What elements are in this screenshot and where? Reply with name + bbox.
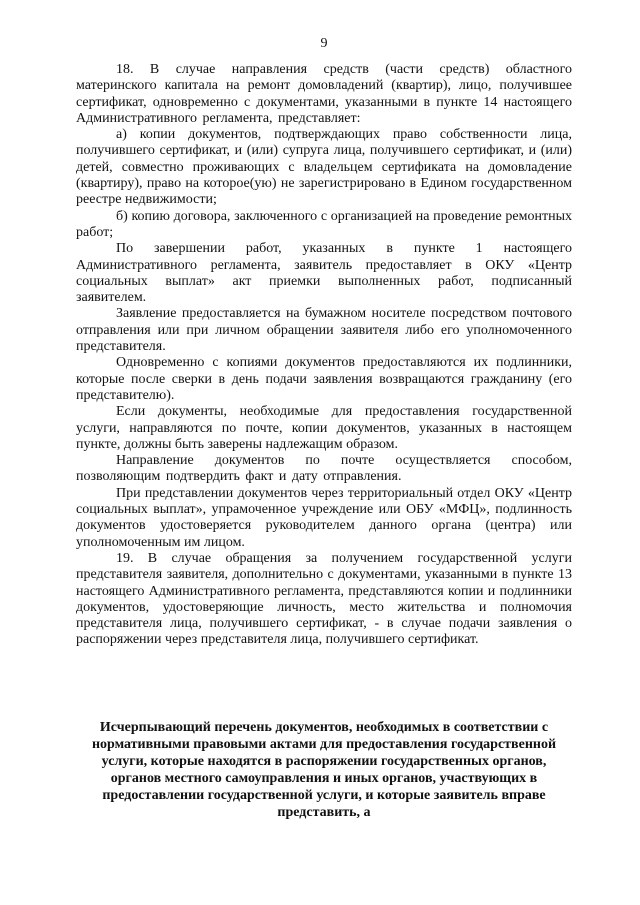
paragraph-item-a: а) копии документов, подтверждающих право собственности лица, получившего сертификат, и (или) супруга лица, получившего сертификат, и (или) детей, совместно проживающих с владельцем сертификата на домовладение (квартиру), право на которое(ую) не зарегистрировано в Едином государственном реестре недвижимости; [76,127,572,208]
section-heading: Исчерпывающий перечень документов, необходимых в соответствии с нормативными правовыми актами для предоставления государственной услуги, которые находятся в распоряжении государственных органов, органов местного самоуправления и иных органов, участвующих в предоставлении государственной услуги, и которые заявитель вправе представить, а [91,719,557,820]
page-number: 9 [320,36,328,51]
paragraph-postal-method: Направление документов по почте осуществляется способом, позволяющим подтвердить факт и дату отправления. [76,453,572,485]
paragraph-item-b: б) копию договора, заключенного с организацией на проведение ремонтных работ; [76,208,572,240]
paragraph-postal-copies: Если документы, необходимые для предоставления государственной услуги, направляются по почте, копии документов, указанных в настоящем пункте, должны быть заверены надлежащим образом. [76,404,572,452]
paragraph-clause-18: 18. В случае направления средств (части средств) областного материнского капитала на ремонт домовладений (квартир), лицо, получившее сертификат, одновременно с документами, указанными в пункте 14 настоящего Административного регламента, представляет: [76,62,572,126]
paragraph-completion-of-works: По завершении работ, указанных в пункте 1 настоящего Административного регламента, заявитель предоставляет в ОКУ «Центр социальных выплат» акт приемки выполненных работ, подписанный заявителем. [76,241,572,306]
document-body [76,62,572,649]
paragraph-clause-19: 19. В случае обращения за получением государственной услуги представителя заявителя, дополнительно с документами, указанными в пункте 13 настоящего Административного регламента, представляются копии и подлинники документов, удостоверяющие личность, место жительства и полномочия представителя лица, получившего сертификат, - в случае подачи заявления о распоряжении через представителя лица, получившего сертификат. [76,550,572,648]
paragraph-territorial-office: При представлении документов через территориальный отдел ОКУ «Центр социальных выплат», упрамоченное учреждение или ОБУ «МФЦ», подлинность документов удостоверяется руководителем данного органа (центра) или уполномоченным им лицом. [76,485,572,550]
paragraph-originals: Одновременно с копиями документов предоставляются их подлинники, которые после сверки в день подачи заявления возвращаются гражданину (его представителю). [76,355,572,403]
paragraph-submission-method: Заявление предоставляется на бумажном носителе посредством почтового отправления или при личном обращении заявителя либо его уполномоченного представителя. [76,306,572,355]
